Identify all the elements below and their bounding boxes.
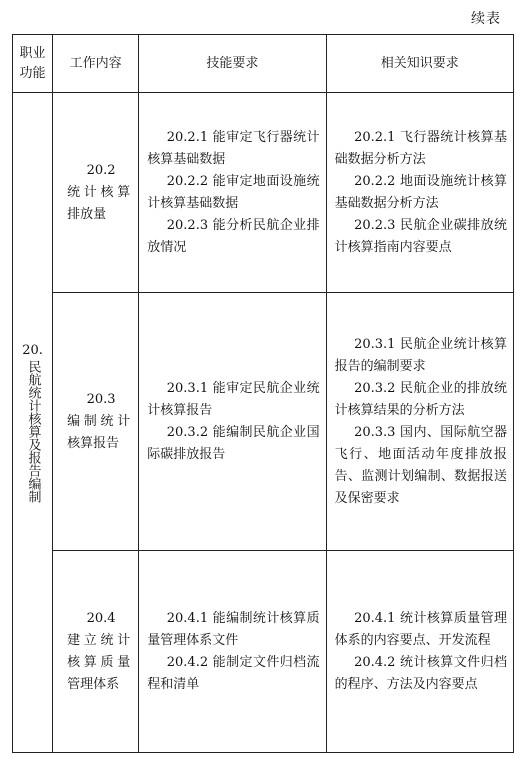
knowledge-item: 20.4.1 统计核算质量管理体系的内容要点、开发流程 (334, 610, 507, 648)
table-row (13, 93, 514, 293)
skill-item: 20.2.1 能审定飞行器统计核算基础数据 (147, 129, 320, 167)
skill-item: 20.4.2 能制定文件归档流程和清单 (147, 654, 320, 692)
knowledge-item: 20.3.3 国内、国际航空器飞行、地面活动年度排放报告、监测计划编制、数据报送及保密要求 (334, 424, 507, 506)
knowledge-item: 20.2.2 地面设施统计核算基础数据分析方法 (334, 173, 507, 211)
knowledge-item: 20.4.2 统计核算文件归档的程序、方法及内容要点 (334, 654, 507, 692)
continued-label: 续表 (471, 11, 501, 27)
header-work: 工作内容 (53, 35, 139, 93)
knowledge-cell (326, 93, 513, 293)
header-function: 职业功能 (13, 35, 53, 93)
knowledge-item: 20.3.1 民航企业统计核算报告的编制要求 (334, 336, 507, 374)
skill-item: 20.3.1 能审定民航企业统计核算报告 (147, 380, 320, 418)
work-cell (53, 293, 139, 551)
knowledge-item: 20.3.2 民航企业的排放统计核算结果的分析方法 (334, 380, 507, 418)
skills-cell (139, 293, 326, 551)
header-knowledge: 相关知识要求 (326, 35, 513, 93)
table-header-row (13, 35, 514, 93)
work-text: 20.4 建立统计核算质量管理体系 (67, 610, 131, 692)
skill-item: 20.4.1 能编制统计核算质量管理体系文件 (147, 610, 320, 648)
work-cell (53, 551, 139, 753)
skill-item: 20.3.2 能编制民航企业国际碳排放报告 (147, 424, 320, 462)
skills-cell (139, 551, 326, 753)
skill-item: 20.2.2 能审定地面设施统计核算基础数据 (147, 173, 320, 211)
table-row (13, 293, 514, 551)
knowledge-cell (326, 551, 513, 753)
work-text: 20.2 统计核算排放量 (67, 162, 131, 222)
function-name: 民航统计核算及报告编制 (25, 360, 41, 503)
work-cell (53, 93, 139, 293)
skills-cell (139, 93, 326, 293)
skills-table (12, 34, 514, 753)
skill-item: 20.2.3 能分析民航企业排放情况 (147, 217, 320, 255)
table-row (13, 551, 514, 753)
work-text: 20.3 编制统计核算报告 (67, 391, 131, 451)
header-skills: 技能要求 (139, 35, 326, 93)
knowledge-cell (326, 293, 513, 551)
knowledge-item: 20.2.3 民航企业碳排放统计核算指南内容要点 (334, 217, 507, 255)
knowledge-item: 20.2.1 飞行器统计核算基础数据分析方法 (334, 129, 507, 167)
function-cell (13, 93, 53, 753)
function-number: 20. (22, 343, 43, 358)
